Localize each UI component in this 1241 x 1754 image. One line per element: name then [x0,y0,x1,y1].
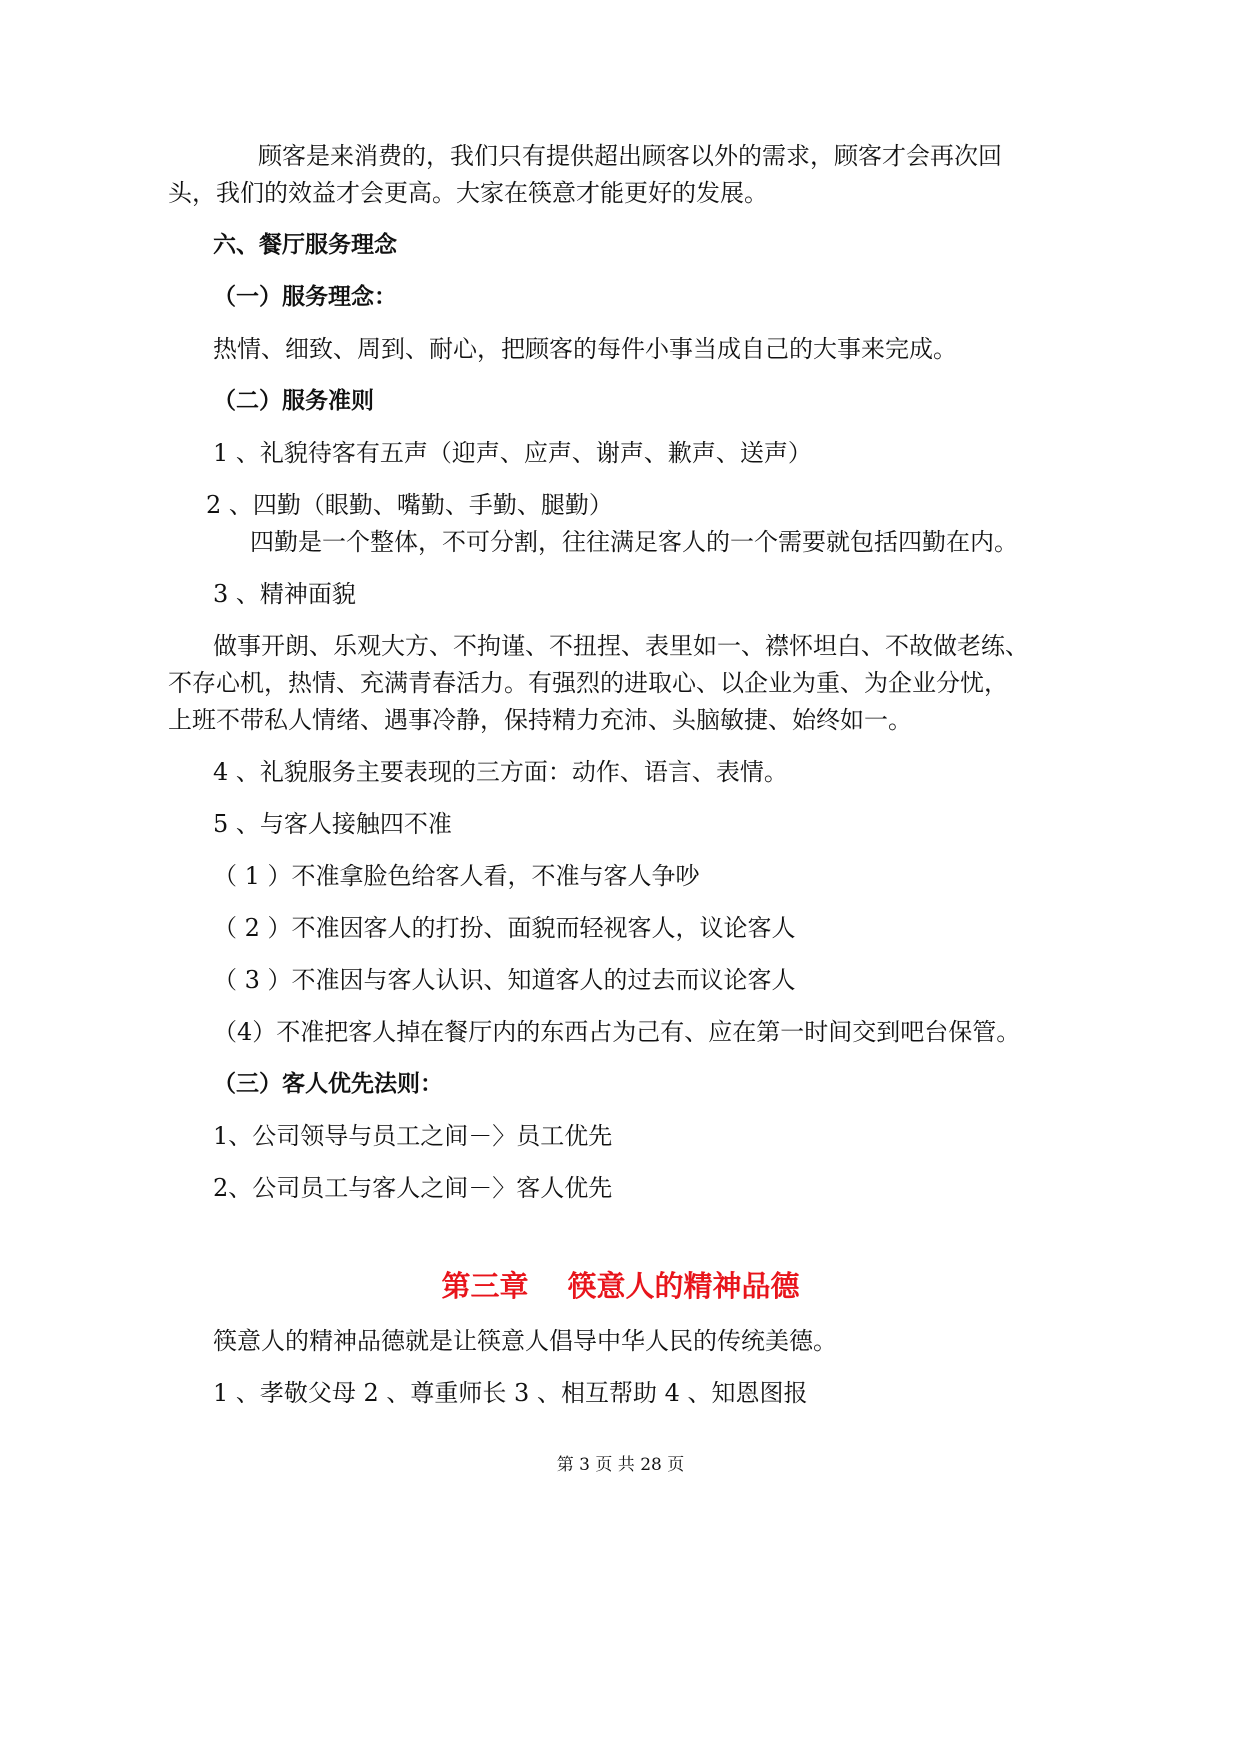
subsection-heading: （三）客人优先法则： [213,1071,443,1097]
list-item: 1 、礼貌待客有五声（迎声、应声、谢声、歉声、送声） [213,439,812,467]
subsection-heading: （二）服务准则 [213,388,374,414]
page-footer: 第 3 页 共 28 页 [556,1455,685,1475]
paragraph-line: 上班不带私人情绪、遇事冷静，保持精力充沛、头脑敏捷、始终如一。 [168,706,912,734]
paragraph-line: 头，我们的效益才会更高。大家在筷意才能更好的发展。 [168,179,768,207]
list-item: （4）不准把客人掉在餐厅内的东西占为己有、应在第一时间交到吧台保管。 [213,1018,1021,1046]
paragraph-line: 热情、细致、周到、耐心，把顾客的每件小事当成自己的大事来完成。 [213,335,957,363]
section-heading: 六、餐厅服务理念 [213,232,397,258]
list-item: 4 、礼貌服务主要表现的三方面：动作、语言、表情。 [213,758,788,786]
paragraph-line: 筷意人的精神品德就是让筷意人倡导中华人民的传统美德。 [213,1327,837,1355]
list-item: 2、公司员工与客人之间－〉客人优先 [213,1174,613,1202]
list-item: 1、公司领导与员工之间－〉员工优先 [213,1122,613,1150]
list-item: 1 、孝敬父母 2 、尊重师长 3 、相互帮助 4 、知恩图报 [213,1379,808,1407]
paragraph-line: 四勤是一个整体，不可分割，往往满足客人的一个需要就包括四勤在内。 [250,528,1018,556]
chapter-title: 第三章 筷意人的精神品德 [441,1269,800,1303]
list-item: 3 、精神面貌 [213,580,356,608]
list-item: 2 、四勤（眼勤、嘴勤、手勤、腿勤） [206,491,613,519]
list-item: （ 2 ）不准因客人的打扮、面貌而轻视客人，议论客人 [213,914,796,942]
paragraph-line: 做事开朗、乐观大方、不拘谨、不扭捏、表里如一、襟怀坦白、不故做老练、 [213,632,1029,660]
paragraph-line: 不存心机，热情、充满青春活力。有强烈的进取心、以企业为重、为企业分忧， [168,669,1008,697]
list-item: 5 、与客人接触四不准 [213,810,452,838]
list-item: （ 1 ）不准拿脸色给客人看，不准与客人争吵 [213,862,700,890]
subsection-heading: （一）服务理念： [213,284,397,310]
list-item: （ 3 ）不准因与客人认识、知道客人的过去而议论客人 [213,966,796,994]
paragraph-line: 顾客是来消费的，我们只有提供超出顾客以外的需求，顾客才会再次回 [258,142,1002,170]
